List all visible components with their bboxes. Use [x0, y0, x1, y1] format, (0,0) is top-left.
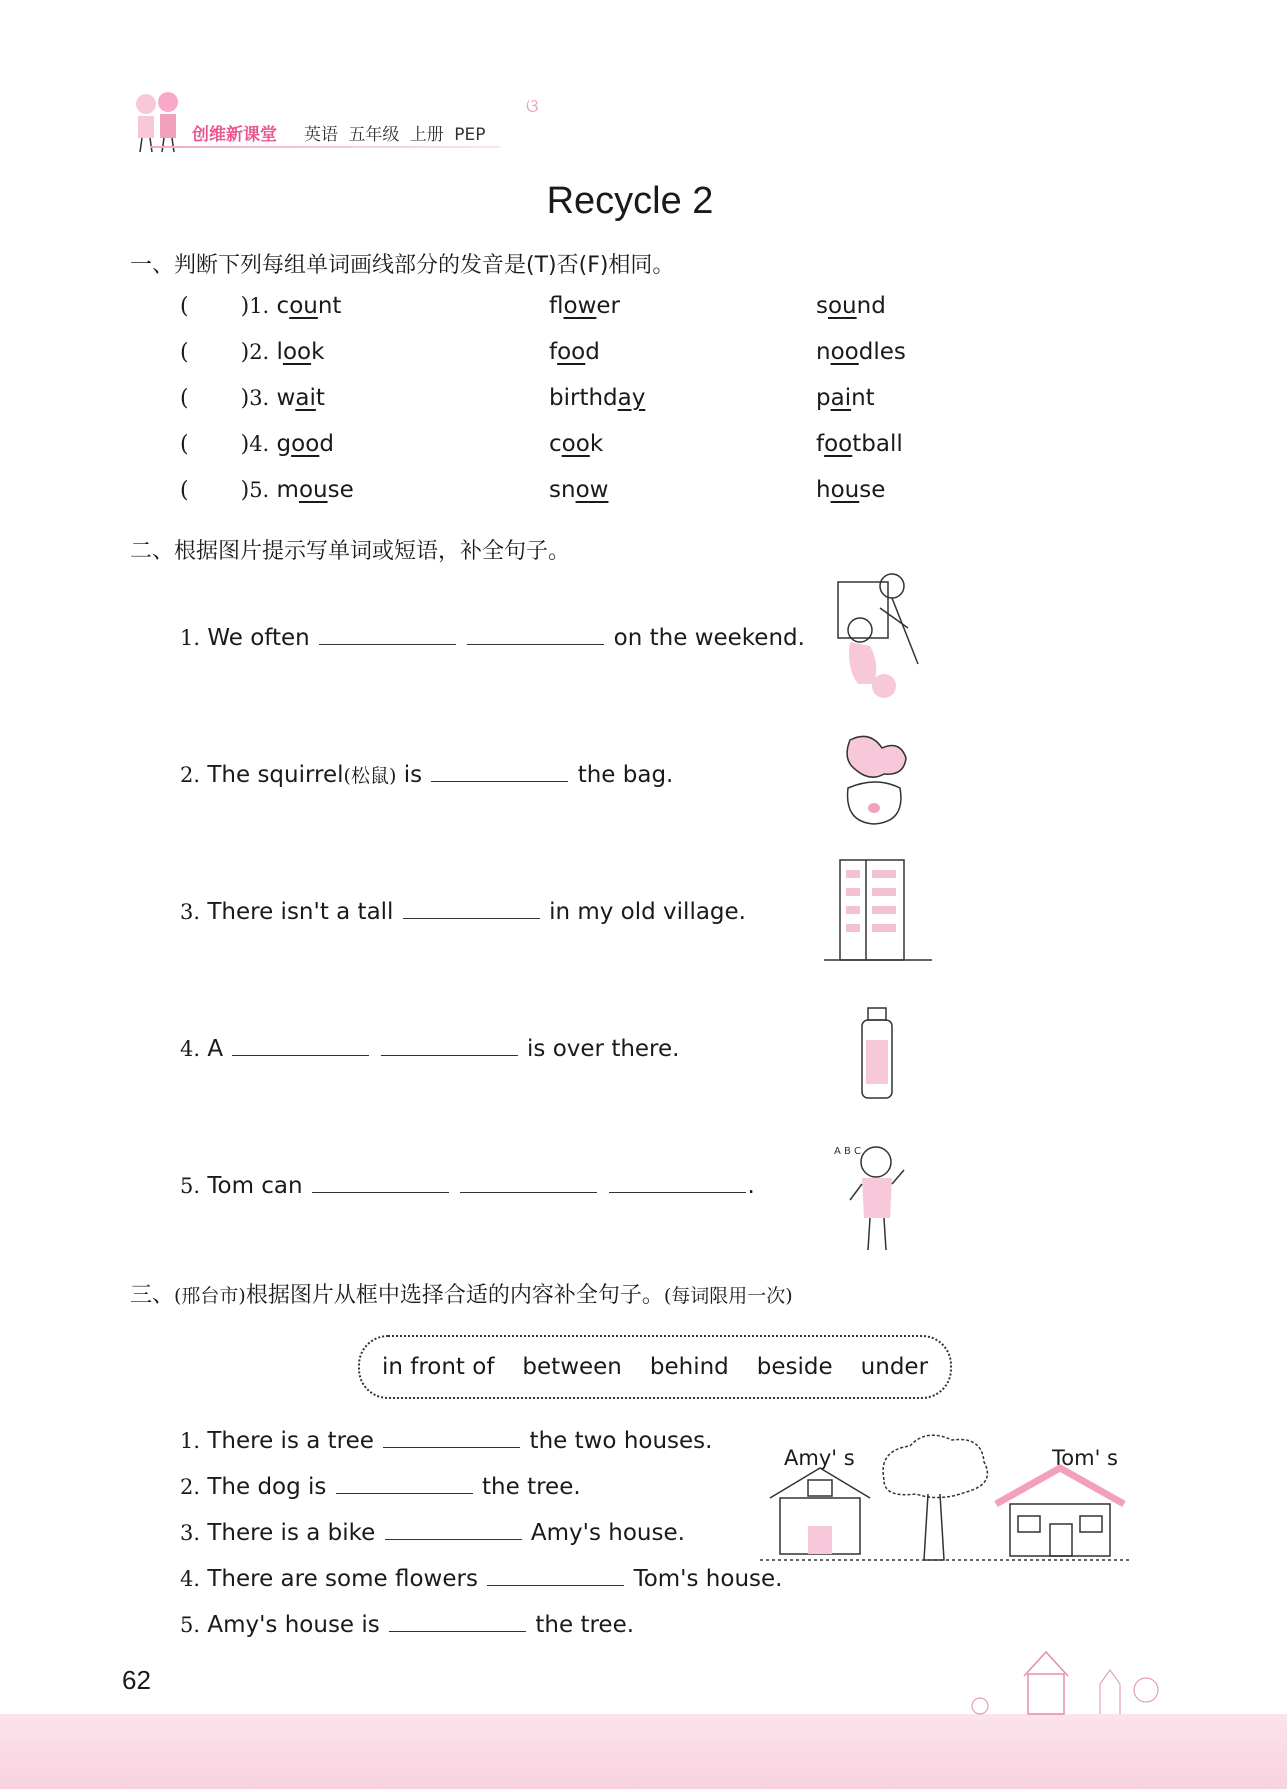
header-divider [150, 146, 500, 148]
houses-tree-picture [760, 1428, 1140, 1568]
word: look [276, 339, 325, 365]
word: mouse [276, 477, 354, 503]
section1-title: 一、判断下列每组单词画线部分的发音是(T)否(F)相同。 [130, 253, 675, 278]
word: sound [816, 293, 886, 319]
section1-row: ( )1. count [180, 293, 342, 319]
footer-band [0, 1714, 1287, 1789]
section3-item-3: 3. There is a bike Amy's house. [180, 1520, 685, 1546]
word: flower [549, 293, 620, 319]
section3-item-5: 5. Amy's house is the tree. [180, 1612, 635, 1638]
header-info: 英语 五年级 上册 PEP [304, 125, 486, 145]
section3-item-4: 4. There are some flowers Tom's house. [180, 1566, 783, 1592]
section2-item-2: 2. The squirrel(松鼠) is the bag. [180, 762, 674, 788]
answer-blank[interactable] [460, 1172, 597, 1193]
option: under [860, 1354, 929, 1380]
answer-blank[interactable] [381, 1035, 518, 1056]
section2-item-5: 5. Tom can . [180, 1173, 755, 1199]
word-options-box [358, 1335, 952, 1399]
answer-blank[interactable] [389, 1611, 526, 1632]
svg-text:A B C: A B C [834, 1146, 862, 1157]
answer-blank[interactable] [403, 898, 540, 919]
answer-blank[interactable] [232, 1035, 369, 1056]
section1-row: ( )3. wait [180, 385, 325, 411]
word: cook [549, 431, 604, 457]
header-brand: 创维新课堂 [192, 125, 277, 145]
word: snow [549, 477, 609, 503]
boy-singing-picture [830, 1134, 930, 1254]
page-number: 62 [122, 1665, 151, 1695]
word: count [276, 293, 342, 319]
castle-decoration-icon [950, 1650, 1170, 1720]
word: football [816, 431, 903, 457]
answer-blank[interactable] [319, 624, 456, 645]
kids-playing-picture [830, 568, 930, 708]
word: good [276, 431, 334, 457]
answer-blank[interactable] [431, 761, 568, 782]
tall-building-picture [824, 856, 934, 968]
answer-blank[interactable] [467, 624, 604, 645]
section3-title: 三、(邢台市)根据图片从框中选择合适的内容补全句子。(每词限用一次) [130, 1283, 793, 1308]
answer-blank[interactable] [336, 1473, 473, 1494]
option: behind [649, 1354, 729, 1380]
section2-item-4: 4. A is over there. [180, 1036, 680, 1062]
section1-row: ( )5. mouse [180, 477, 354, 503]
section3-item-2: 2. The dog is the tree. [180, 1474, 581, 1500]
word: wait [276, 385, 325, 411]
answer-blank[interactable] [383, 1427, 520, 1448]
section3-item-1: 1. There is a tree the two houses. [180, 1428, 713, 1454]
word: noodles [816, 339, 906, 365]
word: paint [816, 385, 875, 411]
word: birthday [549, 385, 646, 411]
answer-blank[interactable] [487, 1565, 624, 1586]
answer-blank[interactable] [609, 1172, 746, 1193]
word: food [549, 339, 600, 365]
tom-label: Tom' s [1052, 1446, 1118, 1470]
page-title: Recycle 2 [546, 180, 714, 222]
section2-item-3: 3. There isn't a tall in my old village. [180, 899, 746, 925]
bottle-picture [854, 1004, 904, 1104]
section1-row: ( )2. look [180, 339, 325, 365]
option: between [522, 1354, 622, 1380]
answer-blank[interactable] [385, 1519, 522, 1540]
option: beside [756, 1354, 833, 1380]
butterfly-icon: ଓ [526, 96, 539, 117]
section1-row: ( )4. good [180, 431, 334, 457]
word: house [816, 477, 886, 503]
amy-label: Amy' s [784, 1446, 855, 1470]
section2-title: 二、根据图片提示写单词或短语，补全句子。 [130, 539, 571, 564]
section2-item-1: 1. We often on the weekend. [180, 625, 805, 651]
squirrel-bag-picture [830, 730, 920, 830]
option: in front of [381, 1354, 495, 1380]
answer-blank[interactable] [312, 1172, 449, 1193]
